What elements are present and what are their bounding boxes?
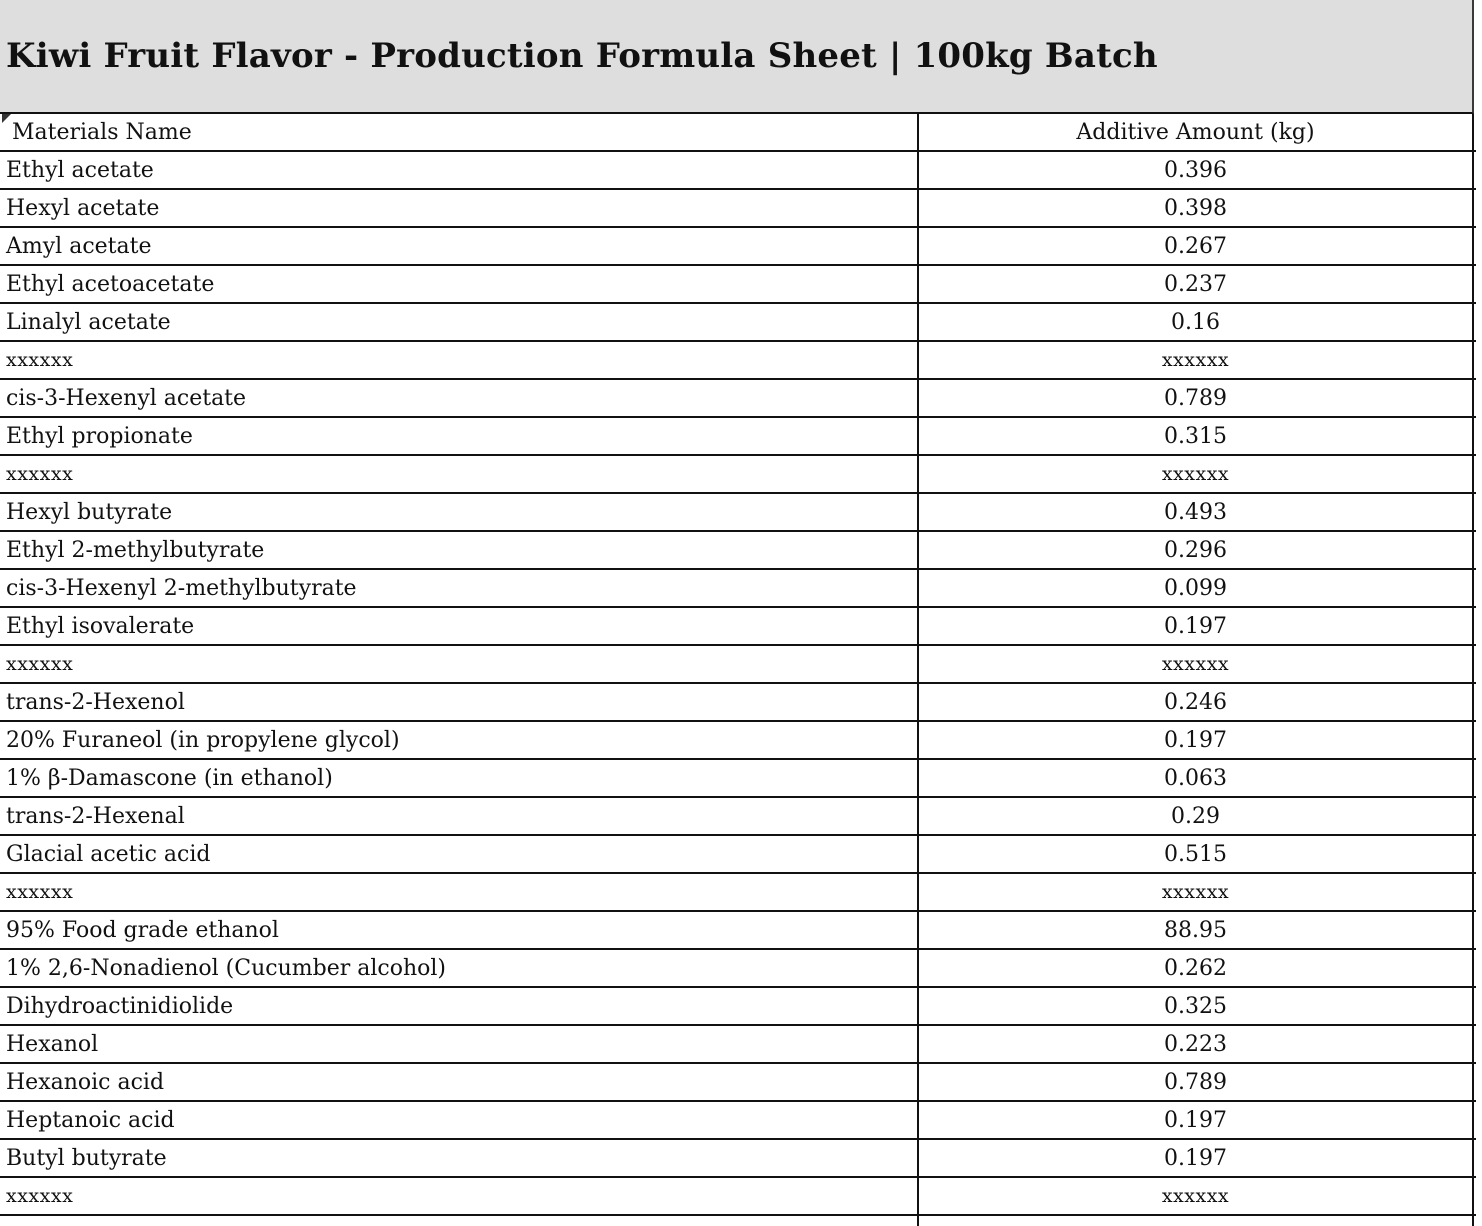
additive-amount-cell[interactable]: 0.197 bbox=[919, 722, 1474, 758]
additive-amount-cell[interactable]: 0.396 bbox=[919, 152, 1474, 188]
material-name-cell[interactable]: xxxxxx bbox=[0, 1178, 919, 1214]
material-name-cell[interactable]: Glacial acetic acid bbox=[0, 836, 919, 872]
additive-amount-cell[interactable]: 0.099 bbox=[919, 570, 1474, 606]
additive-amount-cell[interactable]: 0.398 bbox=[919, 190, 1474, 226]
table-row bbox=[0, 304, 1476, 342]
table-row bbox=[0, 1102, 1476, 1140]
formula-table bbox=[0, 114, 1476, 1226]
material-name-cell[interactable]: xxxxxx bbox=[0, 456, 919, 492]
table-row bbox=[0, 228, 1476, 266]
material-name-cell[interactable]: 20% Furaneol (in propylene glycol) bbox=[0, 722, 919, 758]
material-name-cell[interactable]: xxxxxx bbox=[0, 874, 919, 910]
additive-amount-cell[interactable]: xxxxxx bbox=[919, 456, 1474, 492]
additive-amount-cell[interactable]: 0.197 bbox=[919, 1140, 1474, 1176]
additive-amount-cell[interactable]: 0.493 bbox=[919, 494, 1474, 530]
table-row bbox=[0, 608, 1476, 646]
table-row bbox=[0, 684, 1476, 722]
material-name-cell[interactable]: Linalyl acetate bbox=[0, 304, 919, 340]
material-name-cell[interactable]: Dihydroactinidiolide bbox=[0, 988, 919, 1024]
additive-amount-cell[interactable]: xxxxxx bbox=[919, 1178, 1474, 1214]
material-name-cell[interactable]: cis-3-Hexenyl acetate bbox=[0, 380, 919, 416]
material-name-cell[interactable]: xxxxxx bbox=[0, 342, 919, 378]
material-name-cell[interactable]: Hexyl butyrate bbox=[0, 494, 919, 530]
additive-amount-cell[interactable]: 0.223 bbox=[919, 1026, 1474, 1062]
page-title: Kiwi Fruit Flavor - Production Formula Sheet | 100kg Batch bbox=[6, 36, 1158, 76]
table-row bbox=[0, 342, 1476, 380]
material-name-cell[interactable]: Ethyl acetate bbox=[0, 152, 919, 188]
additive-amount-cell[interactable]: xxxxxx bbox=[919, 646, 1474, 682]
table-row bbox=[0, 646, 1476, 684]
additive-amount-cell[interactable]: 0.267 bbox=[919, 228, 1474, 264]
table-body bbox=[0, 152, 1476, 1216]
additive-amount-cell[interactable]: 0.063 bbox=[919, 760, 1474, 796]
table-row bbox=[0, 874, 1476, 912]
material-name-cell[interactable]: Heptanoic acid bbox=[0, 1102, 919, 1138]
header-materials-name-label: Materials Name bbox=[12, 119, 192, 145]
table-row bbox=[0, 760, 1476, 798]
table-row bbox=[0, 152, 1476, 190]
next-row-name-cell[interactable] bbox=[0, 1216, 919, 1226]
next-row-amount-cell[interactable] bbox=[919, 1216, 1474, 1226]
additive-amount-cell[interactable]: 0.237 bbox=[919, 266, 1474, 302]
header-additive-amount-label: Additive Amount (kg) bbox=[1076, 119, 1315, 145]
material-name-cell[interactable]: trans-2-Hexenol bbox=[0, 684, 919, 720]
additive-amount-cell[interactable]: 0.515 bbox=[919, 836, 1474, 872]
additive-amount-cell[interactable]: xxxxxx bbox=[919, 342, 1474, 378]
material-name-cell[interactable]: 95% Food grade ethanol bbox=[0, 912, 919, 948]
material-name-cell[interactable]: Hexanol bbox=[0, 1026, 919, 1062]
additive-amount-cell[interactable]: 0.197 bbox=[919, 1102, 1474, 1138]
additive-amount-cell[interactable]: 0.29 bbox=[919, 798, 1474, 834]
material-name-cell[interactable]: Ethyl isovalerate bbox=[0, 608, 919, 644]
table-row bbox=[0, 380, 1476, 418]
table-row bbox=[0, 190, 1476, 228]
header-cell-additive-amount[interactable] bbox=[919, 114, 1474, 150]
material-name-cell[interactable]: Hexanoic acid bbox=[0, 1064, 919, 1100]
additive-amount-cell[interactable]: xxxxxx bbox=[919, 874, 1474, 910]
table-row bbox=[0, 266, 1476, 304]
additive-amount-cell[interactable]: 0.296 bbox=[919, 532, 1474, 568]
additive-amount-cell[interactable]: 0.789 bbox=[919, 380, 1474, 416]
material-name-cell[interactable]: xxxxxx bbox=[0, 646, 919, 682]
table-row bbox=[0, 1178, 1476, 1216]
table-row bbox=[0, 1064, 1476, 1102]
select-all-corner-icon[interactable] bbox=[2, 114, 11, 123]
additive-amount-cell[interactable]: 0.16 bbox=[919, 304, 1474, 340]
material-name-cell[interactable]: 1% β-Damascone (in ethanol) bbox=[0, 760, 919, 796]
material-name-cell[interactable]: Ethyl propionate bbox=[0, 418, 919, 454]
material-name-cell[interactable]: 1% 2,6-Nonadienol (Cucumber alcohol) bbox=[0, 950, 919, 986]
material-name-cell[interactable]: Butyl butyrate bbox=[0, 1140, 919, 1176]
additive-amount-cell[interactable]: 0.246 bbox=[919, 684, 1474, 720]
additive-amount-cell[interactable]: 0.197 bbox=[919, 608, 1474, 644]
table-row bbox=[0, 494, 1476, 532]
material-name-cell[interactable]: Amyl acetate bbox=[0, 228, 919, 264]
material-name-cell[interactable]: Ethyl 2-methylbutyrate bbox=[0, 532, 919, 568]
table-row bbox=[0, 418, 1476, 456]
table-row bbox=[0, 988, 1476, 1026]
additive-amount-cell[interactable]: 0.789 bbox=[919, 1064, 1474, 1100]
table-row bbox=[0, 912, 1476, 950]
table-row bbox=[0, 1140, 1476, 1178]
header-cell-materials-name[interactable] bbox=[0, 114, 919, 150]
table-row bbox=[0, 570, 1476, 608]
title-bar bbox=[0, 0, 1474, 114]
table-row bbox=[0, 1026, 1476, 1064]
table-row bbox=[0, 456, 1476, 494]
table-header-row bbox=[0, 114, 1476, 152]
material-name-cell[interactable]: Hexyl acetate bbox=[0, 190, 919, 226]
material-name-cell[interactable]: trans-2-Hexenal bbox=[0, 798, 919, 834]
table-row bbox=[0, 950, 1476, 988]
additive-amount-cell[interactable]: 0.262 bbox=[919, 950, 1474, 986]
material-name-cell[interactable]: Ethyl acetoacetate bbox=[0, 266, 919, 302]
table-row bbox=[0, 798, 1476, 836]
additive-amount-cell[interactable]: 0.325 bbox=[919, 988, 1474, 1024]
table-row bbox=[0, 532, 1476, 570]
table-row bbox=[0, 836, 1476, 874]
table-next-row-partial bbox=[0, 1216, 1476, 1226]
table-row bbox=[0, 722, 1476, 760]
additive-amount-cell[interactable]: 88.95 bbox=[919, 912, 1474, 948]
additive-amount-cell[interactable]: 0.315 bbox=[919, 418, 1474, 454]
material-name-cell[interactable]: cis-3-Hexenyl 2-methylbutyrate bbox=[0, 570, 919, 606]
